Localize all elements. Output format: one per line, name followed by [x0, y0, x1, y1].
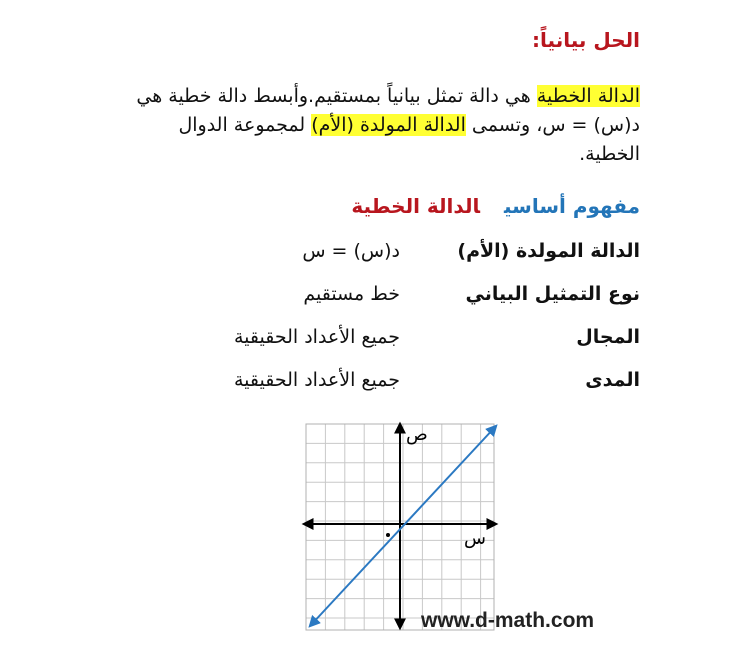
concept-row-domain: [180, 326, 640, 356]
row-value: د(س) = س: [302, 240, 400, 262]
concept-header: [351, 194, 640, 218]
row-value: خط مستقيم: [303, 283, 400, 305]
definition-paragraph: [120, 82, 640, 169]
y-axis-label: ص: [406, 424, 428, 445]
section-heading: الحل بيانياً:: [532, 28, 640, 52]
concept-row-graph-type: [180, 283, 640, 313]
row-label: الدالة المولدة (الأم): [457, 240, 640, 262]
concept-title: الدالة الخطية: [351, 194, 480, 218]
row-label: نوع التمثيل البياني: [465, 283, 640, 305]
concept-label: مفهوم أساسي: [503, 194, 640, 218]
parent-function-graph: [300, 418, 600, 638]
row-label: المدى: [585, 369, 640, 391]
watermark: www.d-math.com: [421, 609, 595, 632]
paragraph-text-2: لمجموعة الدوال الخطية.: [178, 114, 640, 165]
row-value: جميع الأعداد الحقيقية: [233, 369, 400, 391]
concept-row-parent: [180, 240, 640, 270]
highlight-linear-function: الدالة الخطية: [536, 85, 640, 107]
highlight-parent-function: الدالة المولدة (الأم): [311, 114, 466, 136]
paragraph-text-1: هي دالة تمثل بيانياً بمستقيم.وأبسط دالة خطية هي د(س) = س، وتسمى: [136, 85, 640, 136]
origin-dot: [386, 533, 390, 537]
row-label: المجال: [576, 326, 640, 348]
concept-row-range: [180, 369, 640, 399]
x-axis-label: س: [464, 528, 486, 549]
row-value: جميع الأعداد الحقيقية: [233, 326, 400, 348]
